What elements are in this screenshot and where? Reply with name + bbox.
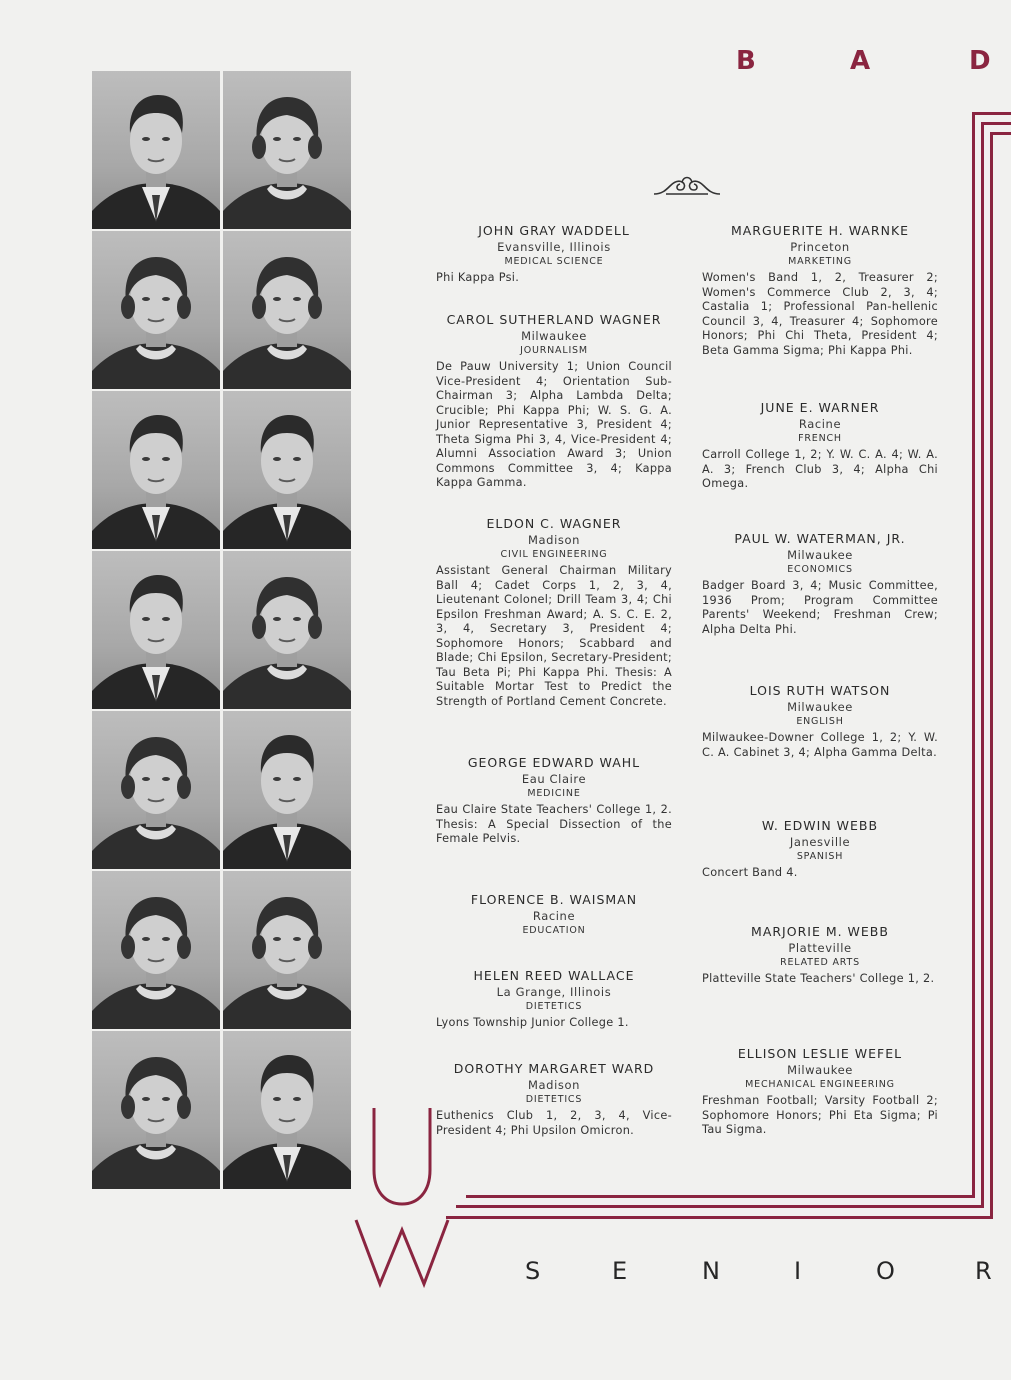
ornament-icon (652, 172, 722, 198)
footer-letter: S (525, 1257, 541, 1285)
senior-name: JOHN GRAY WADDELL (478, 223, 630, 238)
portrait-photo (223, 391, 351, 549)
senior-entry (702, 1045, 938, 1138)
portrait-photo (92, 1031, 220, 1189)
senior-activities: Phi Kappa Psi. (436, 271, 520, 284)
portrait-photo (223, 551, 351, 709)
senior-major: MECHANICAL ENGINEERING (745, 1079, 895, 1090)
senior-hometown: Milwaukee (521, 329, 587, 343)
senior-major: MEDICINE (527, 788, 581, 799)
senior-activities: Euthenics Club 1, 2, 3, 4, Vice-President 4; Phi Upsilon Omicron. (436, 1109, 672, 1137)
senior-entry (702, 399, 938, 492)
portrait-photo (92, 231, 220, 389)
senior-entry (702, 222, 938, 358)
senior-hometown: Milwaukee (787, 700, 853, 714)
senior-name: JUNE E. WARNER (760, 400, 880, 415)
senior-name: PAUL W. WATERMAN, JR. (734, 531, 906, 546)
senior-entry (436, 754, 672, 847)
senior-hometown: Racine (798, 417, 842, 431)
senior-hometown: Madison (528, 533, 580, 547)
footer-letter: I (794, 1257, 802, 1285)
senior-major: SPANISH (796, 851, 844, 862)
senior-entry (702, 530, 938, 637)
footer-title (500, 1257, 1010, 1297)
senior-major: FRENCH (798, 433, 842, 444)
senior-hometown: Princeton (790, 240, 850, 254)
senior-entry (702, 923, 938, 987)
senior-activities: Lyons Township Junior College 1. (436, 1016, 629, 1029)
senior-activities: Freshman Football; Varsity Football 2; Sophomore Honors; Phi Eta Sigma; Pi Tau Sigma. (702, 1094, 938, 1136)
portrait-photo (223, 1031, 351, 1189)
senior-hometown: Eau Claire (521, 772, 587, 786)
senior-activities: Women's Band 1, 2, Treasurer 2; Women's Commerce Club 2, 3, 4; Castalia 1; Professional Pan-hellenic Council 3, 4, Treasurer 4; Sophomore Honors; Phi Chi Theta, President 4; Beta Gamma Sigma; Phi Kappa Phi. (702, 271, 938, 357)
senior-activities: Carroll College 1, 2; Y. W. C. A. 4; W. A. A. 3; French Club 3, 4; Alpha Chi Omega. (702, 448, 938, 490)
senior-entry (436, 891, 672, 940)
senior-hometown: La Grange, Illinois (496, 985, 612, 999)
senior-hometown: Milwaukee (787, 548, 853, 562)
senior-hometown: Janesville (789, 835, 851, 849)
senior-name: CAROL SUTHERLAND WAGNER (446, 312, 662, 327)
senior-entry (702, 682, 938, 760)
senior-entry (436, 967, 672, 1031)
senior-hometown: Evansville, Illinois (497, 240, 611, 254)
senior-activities: Platteville State Teachers' College 1, 2. (702, 972, 935, 985)
senior-name: GEORGE EDWARD WAHL (467, 755, 641, 770)
senior-name: DOROTHY MARGARET WARD (453, 1061, 655, 1076)
portrait-photo (92, 711, 220, 869)
senior-name: W. EDWIN WEBB (761, 818, 879, 833)
footer-letter: O (876, 1257, 895, 1285)
senior-name: MARJORIE M. WEBB (751, 924, 889, 939)
uw-logo (352, 1100, 452, 1290)
senior-major: MEDICAL SCIENCE (504, 256, 604, 267)
senior-major: RELATED ARTS (780, 957, 860, 968)
footer-letter: E (612, 1257, 628, 1285)
footer-letter: R (975, 1257, 992, 1285)
senior-activities: Badger Board 3, 4; Music Committee, 1936 Prom; Program Committee Parents' Weekend; Freshman Crew; Alpha Delta Phi. (702, 579, 938, 636)
senior-entry (702, 817, 938, 881)
senior-entry (436, 311, 672, 491)
senior-activities: Eau Claire State Teachers' College 1, 2. Thesis: A Special Dissection of the Female Pelvis. (436, 803, 672, 845)
senior-activities: Assistant General Chairman Military Ball 4; Cadet Corps 1, 2, 3, 4, Lieutenant Colonel; Drill Team 3, 4; Chi Epsilon Freshman Award; A. S. C. E. 2, 3, 4, Secretary 3, President 4; Sophomore Honors; Scabbard and Blade; Chi Epsilon, Secretary-President; Tau Beta Pi; Phi Kappa Phi. Thesis: A Suitable Mortar Test to Predict the Strength of Portland Cement Concrete. (436, 564, 672, 708)
portrait-photo (92, 871, 220, 1029)
portrait-photo (223, 711, 351, 869)
header-letter: D (969, 46, 991, 76)
footer-letter: N (702, 1257, 720, 1285)
portrait-photo (92, 71, 220, 229)
senior-name: FLORENCE B. WAISMAN (470, 892, 638, 907)
portrait-photo (92, 391, 220, 549)
senior-name: HELEN REED WALLACE (473, 968, 635, 983)
senior-activities: De Pauw University 1; Union Council Vice-President 4; Orientation Sub-Chairman 3; Alpha Lambda Delta; Crucible; Phi Kappa Phi; W. S. G. A. Junior Representative 3, President 4; Theta Sigma Phi 3, 4, Vice-President 4; Alumni Association Award 3; Union Commons Committee 3, 4; Kappa Kappa Gamma. (436, 360, 672, 489)
senior-major: ENGLISH (796, 716, 844, 727)
senior-hometown: Madison (528, 1078, 580, 1092)
senior-name: ELDON C. WAGNER (486, 516, 622, 531)
portrait-photo (223, 71, 351, 229)
header-letter: A (850, 46, 871, 76)
header-letter: B (736, 46, 756, 76)
senior-hometown: Racine (532, 909, 576, 923)
senior-major: ECONOMICS (787, 564, 853, 575)
portrait-photo (223, 231, 351, 389)
senior-activities: Concert Band 4. (702, 866, 798, 879)
senior-major: MARKETING (788, 256, 852, 267)
senior-entry (436, 515, 672, 709)
senior-entry (436, 1060, 672, 1138)
senior-major: DIETETICS (525, 1001, 583, 1012)
senior-name: LOIS RUTH WATSON (749, 683, 891, 698)
senior-activities: Milwaukee-Downer College 1, 2; Y. W. C. A. Cabinet 3, 4; Alpha Gamma Delta. (702, 731, 938, 759)
senior-name: ELLISON LESLIE WEFEL (737, 1046, 903, 1061)
portrait-photo (223, 871, 351, 1029)
senior-entry (436, 222, 672, 286)
senior-major: CIVIL ENGINEERING (500, 549, 608, 560)
senior-name: MARGUERITE H. WARNKE (730, 223, 910, 238)
header-title (712, 46, 1002, 86)
senior-major: DIETETICS (525, 1094, 583, 1105)
senior-major: JOURNALISM (520, 345, 588, 356)
senior-hometown: Platteville (788, 941, 852, 955)
senior-major: EDUCATION (522, 925, 586, 936)
portrait-grid (92, 71, 351, 1193)
senior-hometown: Milwaukee (787, 1063, 853, 1077)
portrait-photo (92, 551, 220, 709)
